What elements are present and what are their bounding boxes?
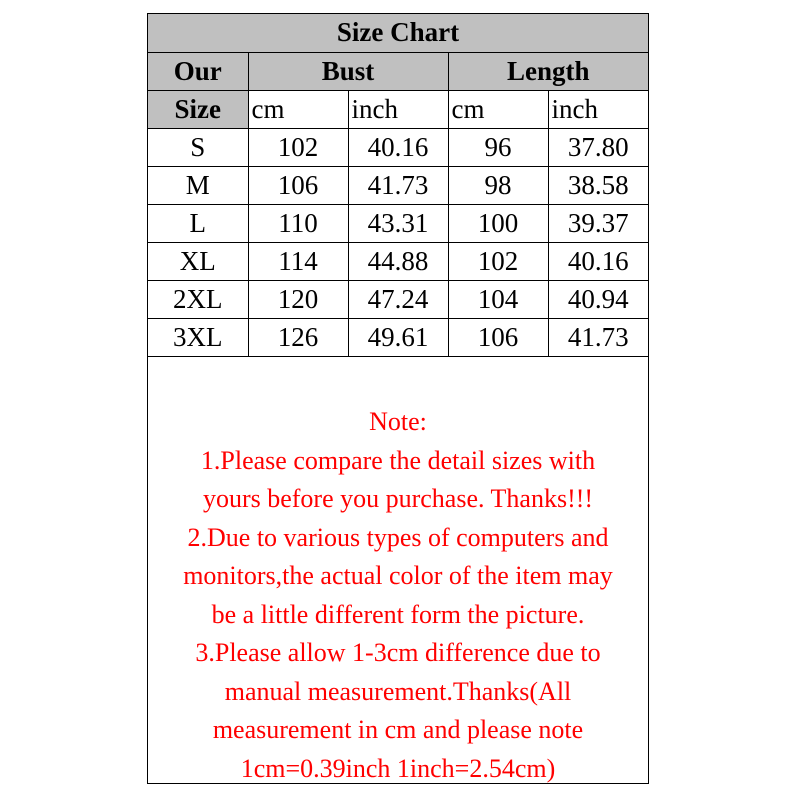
unit-length-cm: cm <box>448 90 548 128</box>
length-cm-cell: 98 <box>448 166 548 204</box>
size-cell: XL <box>148 242 248 280</box>
table-row <box>148 204 648 242</box>
note-line: 3.Please allow 1-3cm difference due to <box>195 638 601 667</box>
unit-bust-inch: inch <box>348 90 448 128</box>
length-cm-cell: 104 <box>448 280 548 318</box>
bust-inch-cell: 43.31 <box>348 204 448 242</box>
header-size-line2: Size <box>148 90 248 128</box>
note-line: Note: <box>369 407 427 436</box>
length-cm-cell: 102 <box>448 242 548 280</box>
note-line: measurement in cm and please note <box>212 715 584 744</box>
note-line: yours before you purchase. Thanks!!! <box>202 484 594 513</box>
length-inch-cell: 38.58 <box>548 166 648 204</box>
bust-cm-cell: 126 <box>248 318 348 356</box>
size-cell: 3XL <box>148 318 248 356</box>
length-cm-cell: 96 <box>448 128 548 166</box>
note-line: be a little different form the picture. <box>211 599 585 629</box>
table-row <box>148 280 648 318</box>
table-row <box>148 128 648 166</box>
bust-inch-cell: 49.61 <box>348 318 448 356</box>
bust-inch-cell: 41.73 <box>348 166 448 204</box>
size-cell: 2XL <box>148 280 248 318</box>
note-line: 1cm=0.39inch 1inch=2.54cm) <box>240 753 556 783</box>
table-row <box>148 242 648 280</box>
bust-cm-cell: 110 <box>248 204 348 242</box>
bust-cm-cell: 102 <box>248 128 348 166</box>
note-line: 2.Due to various types of computers and <box>187 522 609 552</box>
size-table <box>148 14 648 357</box>
length-cm-cell: 106 <box>448 318 548 356</box>
note-line: manual measurement.Thanks(All <box>224 676 572 706</box>
length-inch-cell: 40.94 <box>548 280 648 318</box>
bust-cm-cell: 106 <box>248 166 348 204</box>
chart-title: Size Chart <box>148 14 648 52</box>
unit-length-inch: inch <box>548 90 648 128</box>
size-chart <box>147 13 649 784</box>
bust-cm-cell: 120 <box>248 280 348 318</box>
bust-inch-cell: 40.16 <box>348 128 448 166</box>
length-inch-cell: 41.73 <box>548 318 648 356</box>
note-line: 1.Please compare the detail sizes with <box>200 445 596 475</box>
header-size-line1: Our <box>148 52 248 90</box>
table-row <box>148 318 648 356</box>
bust-inch-cell: 44.88 <box>348 242 448 280</box>
table-row <box>148 166 648 204</box>
length-inch-cell: 39.37 <box>548 204 648 242</box>
unit-bust-cm: cm <box>248 90 348 128</box>
bust-cm-cell: 114 <box>248 242 348 280</box>
bust-inch-cell: 47.24 <box>348 280 448 318</box>
size-cell: S <box>148 128 248 166</box>
size-cell: M <box>148 166 248 204</box>
length-cm-cell: 100 <box>448 204 548 242</box>
length-inch-cell: 37.80 <box>548 128 648 166</box>
size-cell: L <box>148 204 248 242</box>
note-text <box>148 398 648 788</box>
header-bust: Bust <box>248 52 448 90</box>
header-length: Length <box>448 52 648 90</box>
length-inch-cell: 40.16 <box>548 242 648 280</box>
note-line: monitors,the actual color of the item may <box>183 561 613 590</box>
